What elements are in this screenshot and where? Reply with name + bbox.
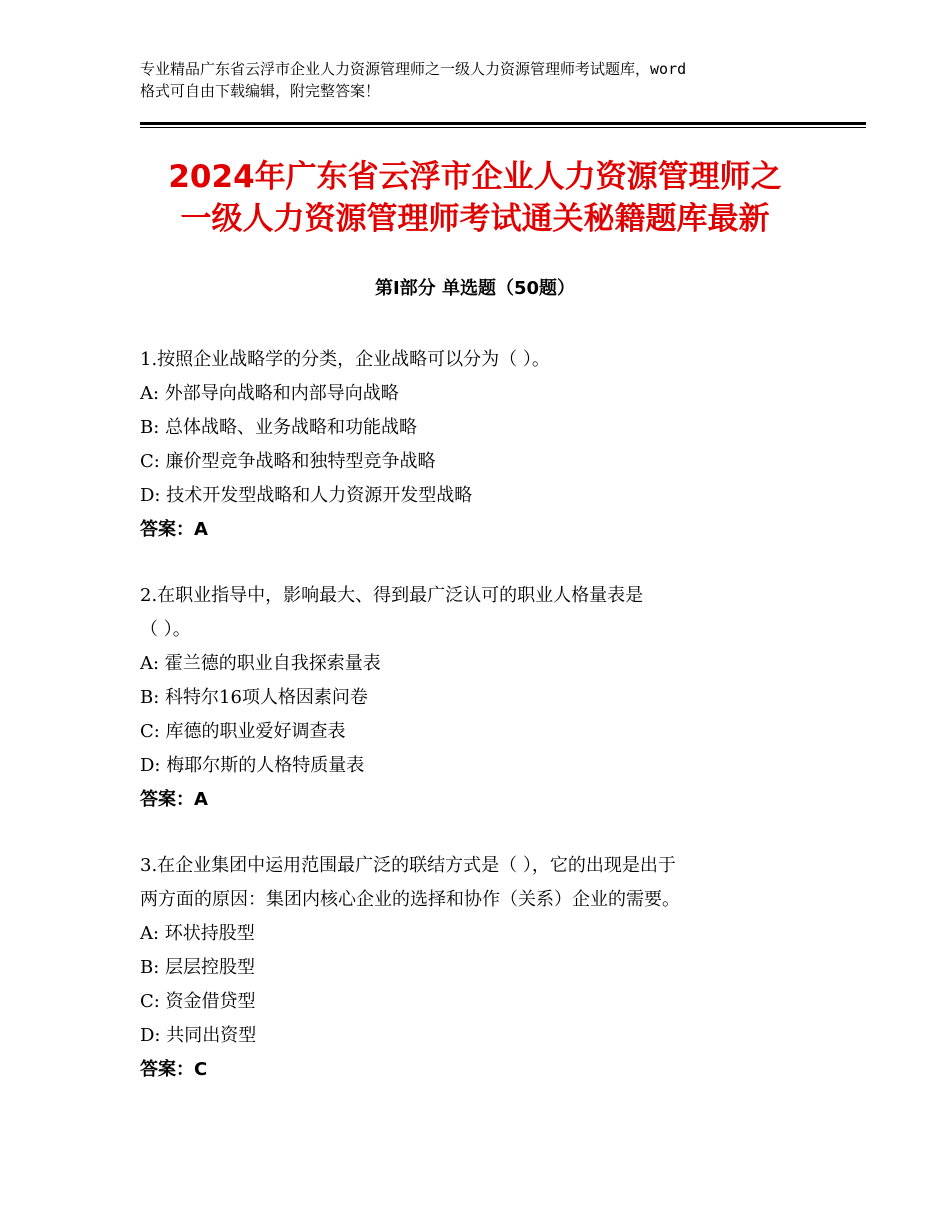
title-line: 2024年广东省云浮市企业人力资源管理师之 (168, 159, 782, 195)
question-1 (140, 343, 830, 547)
section-heading: 第Ⅰ部分 单选题（50题） (374, 278, 575, 299)
question-stem-continued: （ ）。 (140, 619, 191, 640)
answer: 答案：C (140, 1059, 208, 1080)
option-c: C: 廉价型竞争战略和独特型竞争战略 (140, 451, 436, 472)
header-rule-thick (140, 122, 866, 125)
question-stem: 1.按照企业战略学的分类，企业战略可以分为（ ）。 (140, 349, 550, 370)
option-a: A: 环状持股型 (140, 923, 255, 944)
option-c: C: 库德的职业爱好调查表 (140, 721, 346, 742)
title-line: 一级人力资源管理师考试通关秘籍题库最新 (180, 201, 770, 237)
document-title (80, 156, 870, 240)
option-d: D: 梅耶尔斯的人格特质量表 (140, 755, 365, 776)
option-d: D: 技术开发型战略和人力资源开发型战略 (140, 485, 473, 506)
option-b: B: 科特尔16项人格因素问卷 (140, 687, 368, 708)
option-c: C: 资金借贷型 (140, 991, 256, 1012)
header-note-line: 专业精品广东省云浮市企业人力资源管理师之一级人力资源管理师考试题库，word (140, 60, 687, 78)
option-d: D: 共同出资型 (140, 1025, 257, 1046)
question-stem: 2.在职业指导中，影响最大、得到最广泛认可的职业人格量表是 (140, 585, 644, 606)
header-note (140, 58, 840, 102)
header-note-line: 格式可自由下载编辑，附完整答案！ (140, 82, 381, 100)
option-b: B: 总体战略、业务战略和功能战略 (140, 417, 418, 438)
option-b: B: 层层控股型 (140, 957, 256, 978)
answer: 答案：A (140, 519, 208, 540)
question-stem-continued: 两方面的原因：集团内核心企业的选择和协作（关系）企业的需要。 (140, 889, 680, 910)
option-a: A: 霍兰德的职业自我探索量表 (140, 653, 381, 674)
answer: 答案：A (140, 789, 208, 810)
question-2 (140, 579, 830, 817)
question-list (140, 343, 830, 1119)
question-stem: 3.在企业集团中运用范围最广泛的联结方式是（ ），它的出现是出于 (140, 855, 676, 876)
option-a: A: 外部导向战略和内部导向战略 (140, 383, 399, 404)
question-3 (140, 849, 830, 1087)
header-rule-thin (140, 127, 866, 128)
